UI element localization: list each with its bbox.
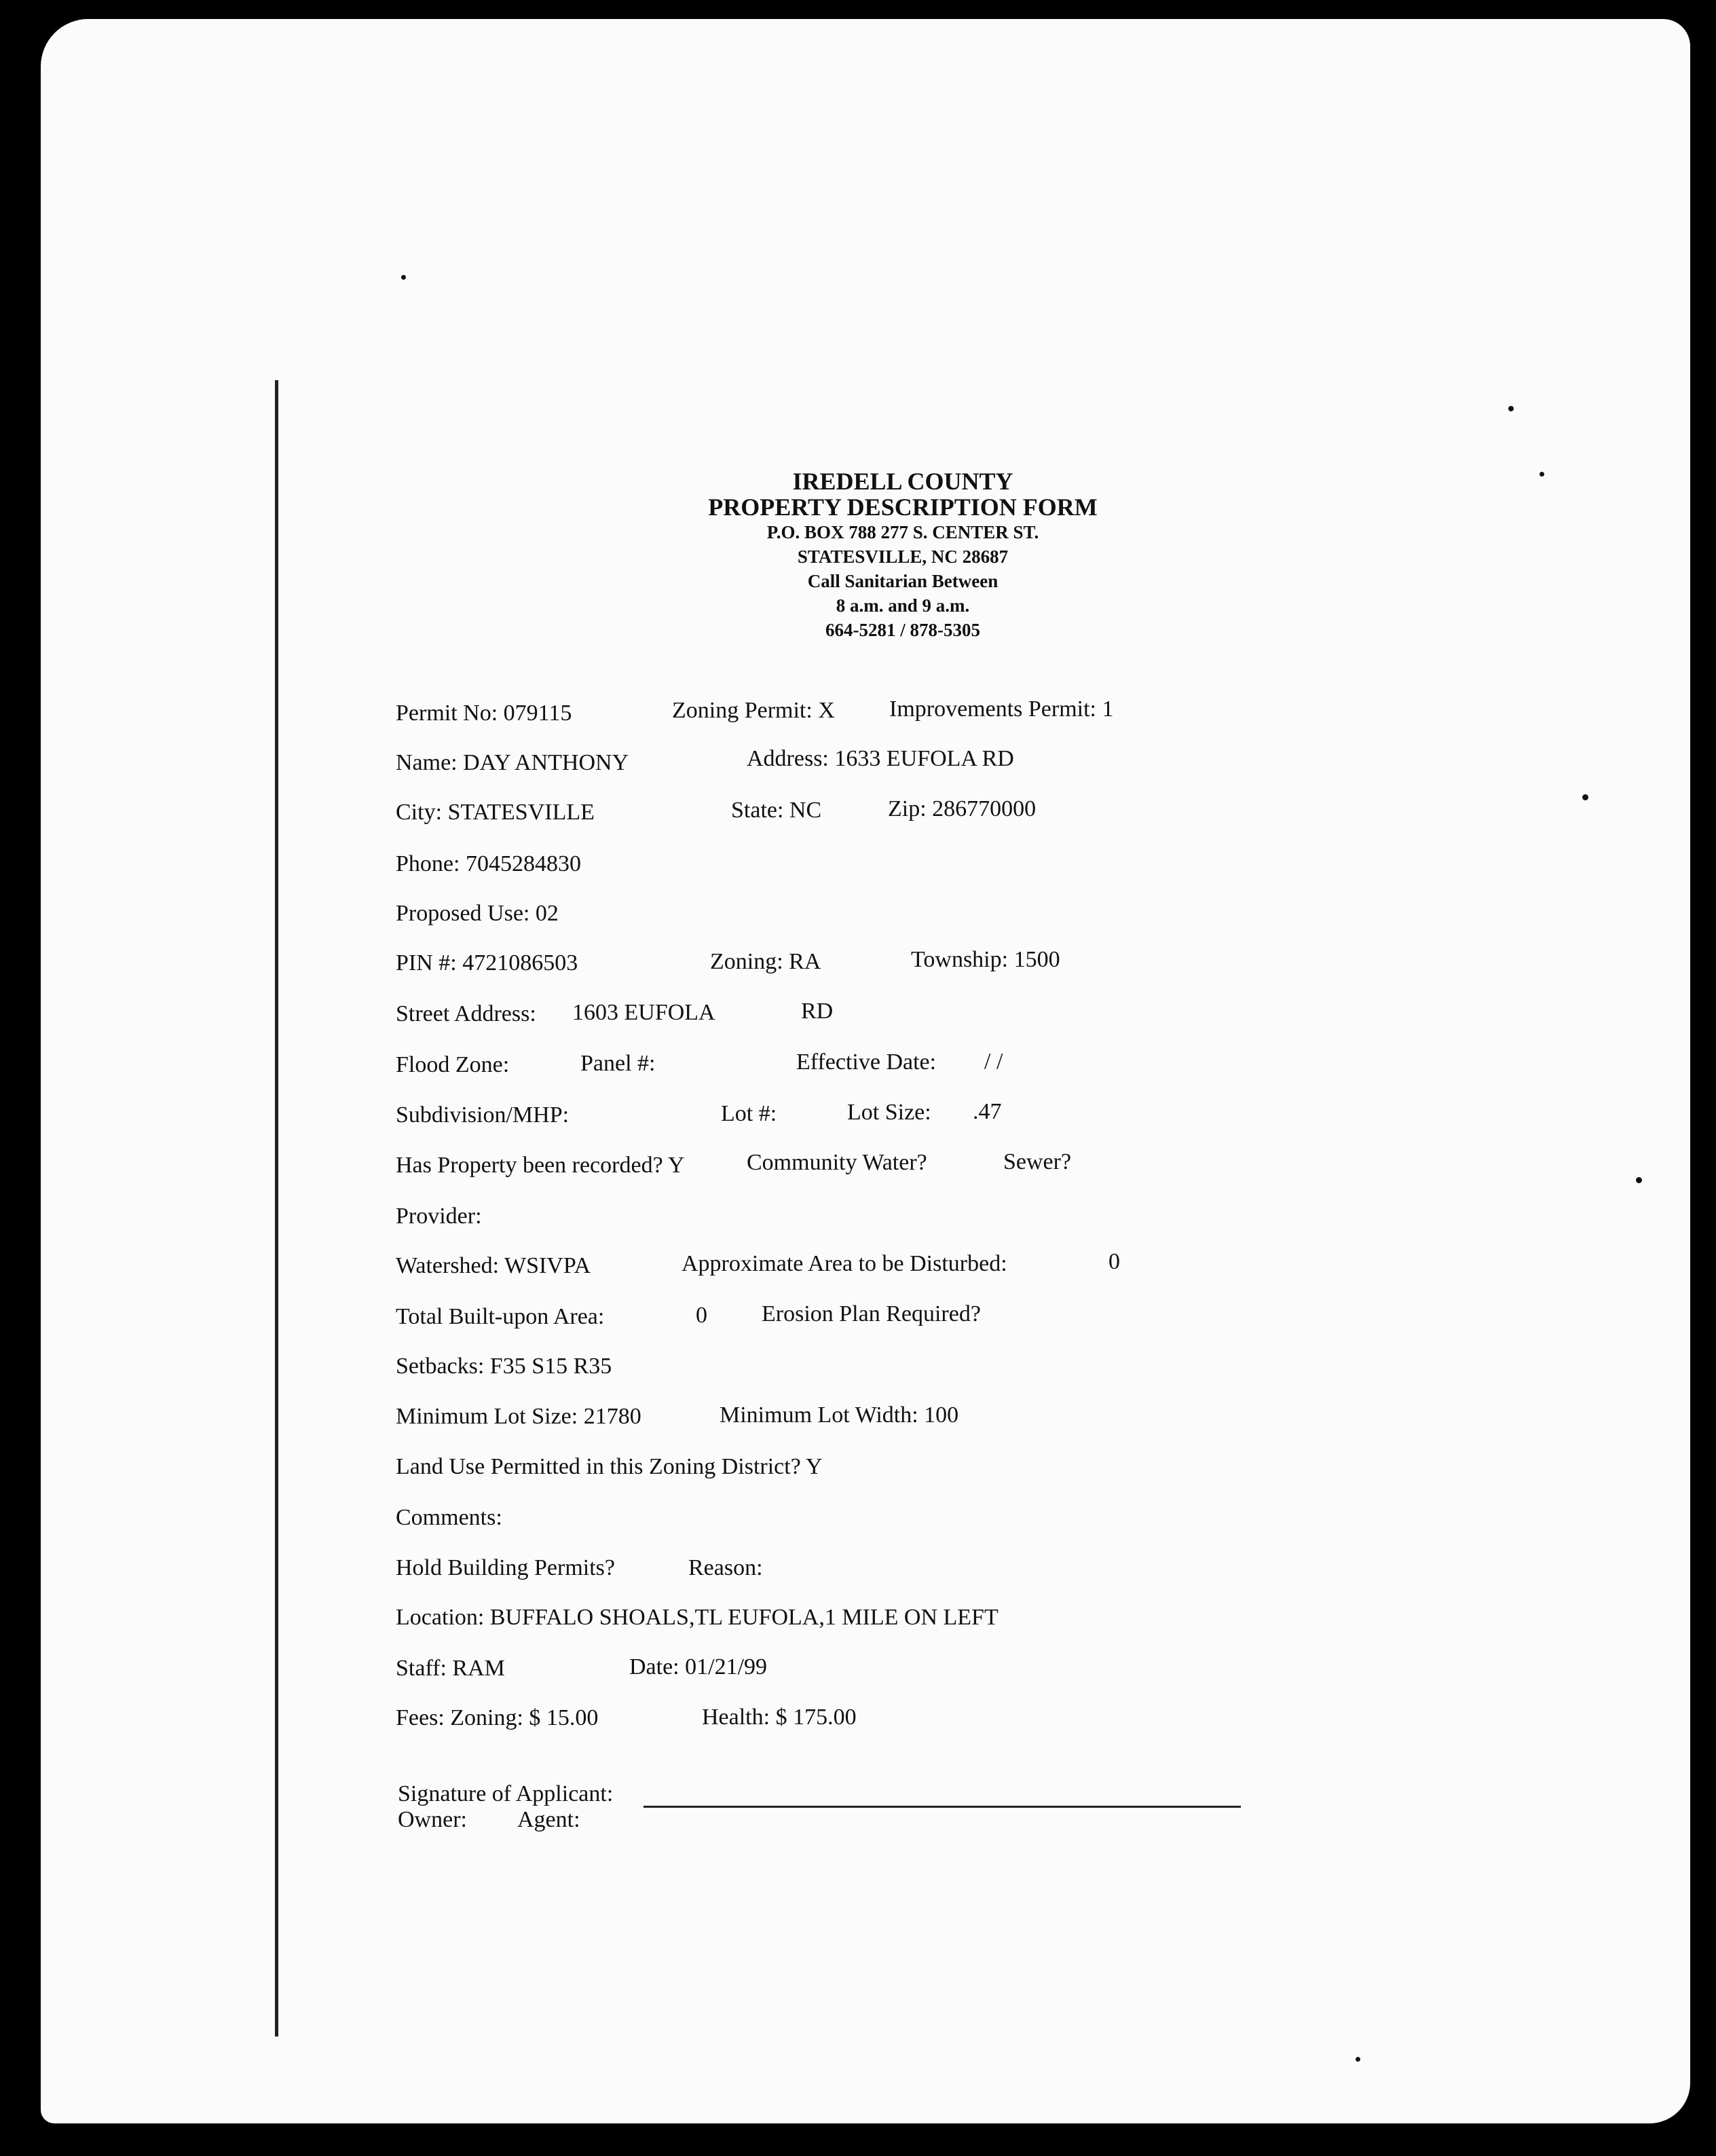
flood-zone: Flood Zone: (396, 1052, 510, 1077)
street-address-label: Street Address: (396, 1001, 536, 1026)
date: Date: 01/21/99 (629, 1654, 768, 1679)
scan-speck (1356, 2057, 1360, 2062)
lot-size-value: .47 (973, 1099, 1002, 1124)
effective-date-value: / / (984, 1049, 1003, 1074)
panel-number: Panel #: (580, 1051, 656, 1076)
scan-speck (1636, 1177, 1642, 1183)
area-disturbed-value: 0 (1108, 1249, 1120, 1274)
fees-zoning: Fees: Zoning: $ 15.00 (396, 1705, 599, 1730)
effective-date-label: Effective Date: (796, 1049, 937, 1075)
street-address-value: 1603 EUFOLA (572, 1000, 715, 1025)
improvements-permit: Improvements Permit: 1 (889, 696, 1114, 722)
reason: Reason: (688, 1555, 763, 1580)
land-use-permitted: Land Use Permitted in this Zoning District? Y (396, 1454, 823, 1479)
community-water: Community Water? (747, 1150, 927, 1175)
property-recorded: Has Property been recorded? Y (396, 1153, 685, 1178)
sewer: Sewer? (1003, 1149, 1072, 1174)
phone: Phone: 7045284830 (396, 851, 581, 876)
lot-size-label: Lot Size: (847, 1100, 931, 1125)
staff: Staff: RAM (396, 1656, 505, 1681)
township: Township: 1500 (911, 947, 1060, 972)
zoning-permit: Zoning Permit: X (672, 698, 835, 723)
county-title: IREDELL COUNTY (792, 468, 1013, 495)
location: Location: BUFFALO SHOALS,TL EUFOLA,1 MILE ON LEFT (396, 1605, 999, 1630)
erosion-plan: Erosion Plan Required? (762, 1301, 981, 1326)
street-suffix: RD (801, 999, 834, 1024)
area-disturbed-label: Approximate Area to be Disturbed: (682, 1251, 1007, 1276)
applicant-address: Address: 1633 EUFOLA RD (747, 746, 1014, 771)
signature-line[interactable] (644, 1806, 1241, 1808)
phone-numbers: 664-5281 / 878-5305 (825, 620, 980, 640)
scan-speck (401, 275, 406, 280)
scan-speck (1508, 406, 1514, 411)
scan-speck (1582, 794, 1588, 800)
lot-number: Lot #: (721, 1101, 777, 1126)
pin: PIN #: 4721086503 (396, 950, 578, 975)
call-hours: 8 a.m. and 9 a.m. (836, 595, 970, 616)
form-title: PROPERTY DESCRIPTION FORM (708, 494, 1098, 521)
zoning: Zoning: RA (710, 949, 821, 974)
hold-building-permits: Hold Building Permits? (396, 1555, 615, 1580)
comments: Comments: (396, 1505, 502, 1530)
state: State: NC (731, 798, 822, 823)
fees-health: Health: $ 175.00 (702, 1705, 857, 1730)
binding-margin-line (275, 380, 278, 2037)
city: City: STATESVILLE (396, 800, 595, 825)
applicant-name: Name: DAY ANTHONY (396, 750, 629, 775)
provider: Provider: (396, 1204, 482, 1229)
watershed: Watershed: WSIVPA (396, 1253, 591, 1278)
agent-label: Agent: (517, 1807, 580, 1832)
setbacks: Setbacks: F35 S15 R35 (396, 1354, 612, 1379)
zip: Zip: 286770000 (888, 796, 1037, 821)
form-header (699, 468, 1106, 642)
scan-speck (1540, 472, 1544, 477)
owner-label: Owner: (398, 1807, 467, 1832)
built-upon-value: 0 (696, 1303, 707, 1328)
signature-label: Signature of Applicant: (398, 1781, 614, 1806)
permit-no: Permit No: 079115 (396, 701, 572, 726)
subdivision: Subdivision/MHP: (396, 1102, 570, 1128)
min-lot-size: Minimum Lot Size: 21780 (396, 1404, 641, 1429)
call-instruction: Call Sanitarian Between (807, 571, 999, 591)
built-upon-label: Total Built-upon Area: (396, 1304, 605, 1329)
proposed-use: Proposed Use: 02 (396, 901, 559, 926)
mailing-address: P.O. BOX 788 277 S. CENTER ST. (766, 522, 1039, 542)
city-line: STATESVILLE, NC 28687 (797, 546, 1009, 567)
min-lot-width: Minimum Lot Width: 100 (720, 1402, 959, 1428)
